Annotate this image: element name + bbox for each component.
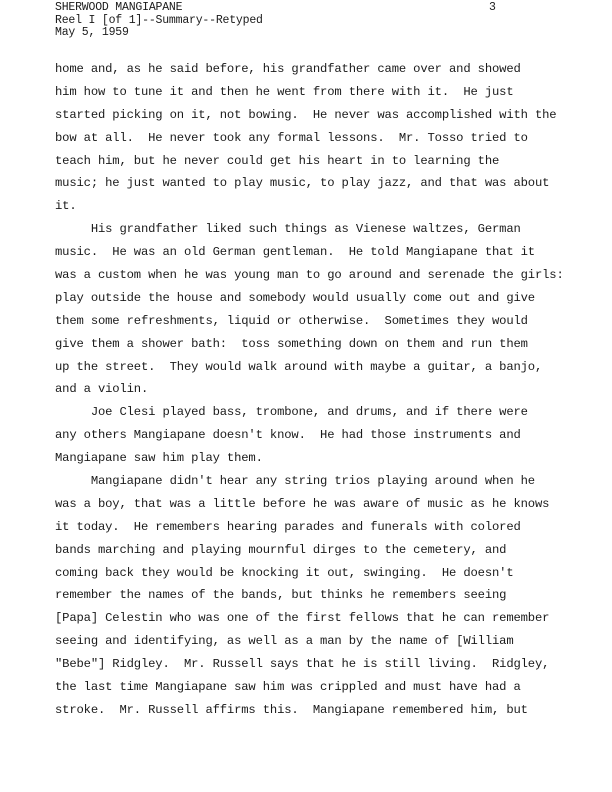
text-line: up the street. They would walk around with maybe a guitar, a banjo,: [55, 359, 543, 374]
text-line: music; he just wanted to play music, to play jazz, and that was about: [55, 176, 550, 191]
text-line: bands marching and playing mournful dirges to the cemetery, and: [55, 542, 507, 557]
text-line: give them a shower bath: toss something down on them and run them: [55, 336, 528, 351]
text-line: any others Mangiapane doesn't know. He had those instruments and: [55, 428, 521, 443]
text-line: play outside the house and somebody would usually come out and give: [55, 290, 535, 305]
text-line: Mangiapane didn't hear any string trios playing around when he: [55, 474, 535, 489]
header-reel-info: Reel I [of 1]--Summary--Retyped: [55, 13, 263, 27]
text-line: them some refreshments, liquid or otherwise. Sometimes they would: [55, 313, 528, 328]
text-line: remember the names of the bands, but thinks he remembers seeing: [55, 588, 507, 603]
page-number: 3: [489, 1, 496, 14]
text-line: seeing and identifying, as well as a man by the name of [William: [55, 634, 514, 649]
text-line: Mangiapane saw him play them.: [55, 451, 263, 466]
text-line: started picking on it, not bowing. He never was accomplished with the: [55, 107, 557, 122]
header-date: May 5, 1959: [55, 26, 129, 39]
text-line: and a violin.: [55, 382, 149, 397]
text-line: coming back they would be knocking it out, swinging. He doesn't: [55, 565, 514, 580]
text-line: bow at all. He never took any formal lessons. Mr. Tosso tried to: [55, 130, 528, 145]
text-line: stroke. Mr. Russell affirms this. Mangiapane remembered him, but: [55, 702, 528, 717]
text-line: [Papa] Celestin who was one of the first fellows that he can remember: [55, 611, 550, 626]
text-line: it.: [55, 199, 77, 214]
document-body: [55, 58, 564, 722]
text-line: was a boy, that was a little before he was aware of music as he knows: [55, 496, 550, 511]
text-line: His grandfather liked such things as Vienese waltzes, German: [55, 222, 521, 237]
text-line: was a custom when he was young man to go around and serenade the girls:: [55, 268, 564, 283]
text-line: "Bebe"] Ridgley. Mr. Russell says that he is still living. Ridgley,: [55, 657, 550, 672]
text-line: teach him, but he never could get his heart in to learning the: [55, 153, 500, 168]
text-line: him how to tune it and then he went from there with it. He just: [55, 84, 514, 99]
text-line: home and, as he said before, his grandfather came over and showed: [55, 62, 521, 76]
text-line: Joe Clesi played bass, trombone, and drums, and if there were: [55, 405, 528, 420]
document-header: [55, 2, 263, 40]
text-line: the last time Mangiapane saw him was crippled and must have had a: [55, 680, 521, 695]
text-line: music. He was an old German gentleman. He told Mangiapane that it: [55, 245, 535, 260]
text-line: it today. He remembers hearing parades and funerals with colored: [55, 519, 521, 534]
header-name: SHERWOOD MANGIAPANE: [55, 1, 183, 14]
